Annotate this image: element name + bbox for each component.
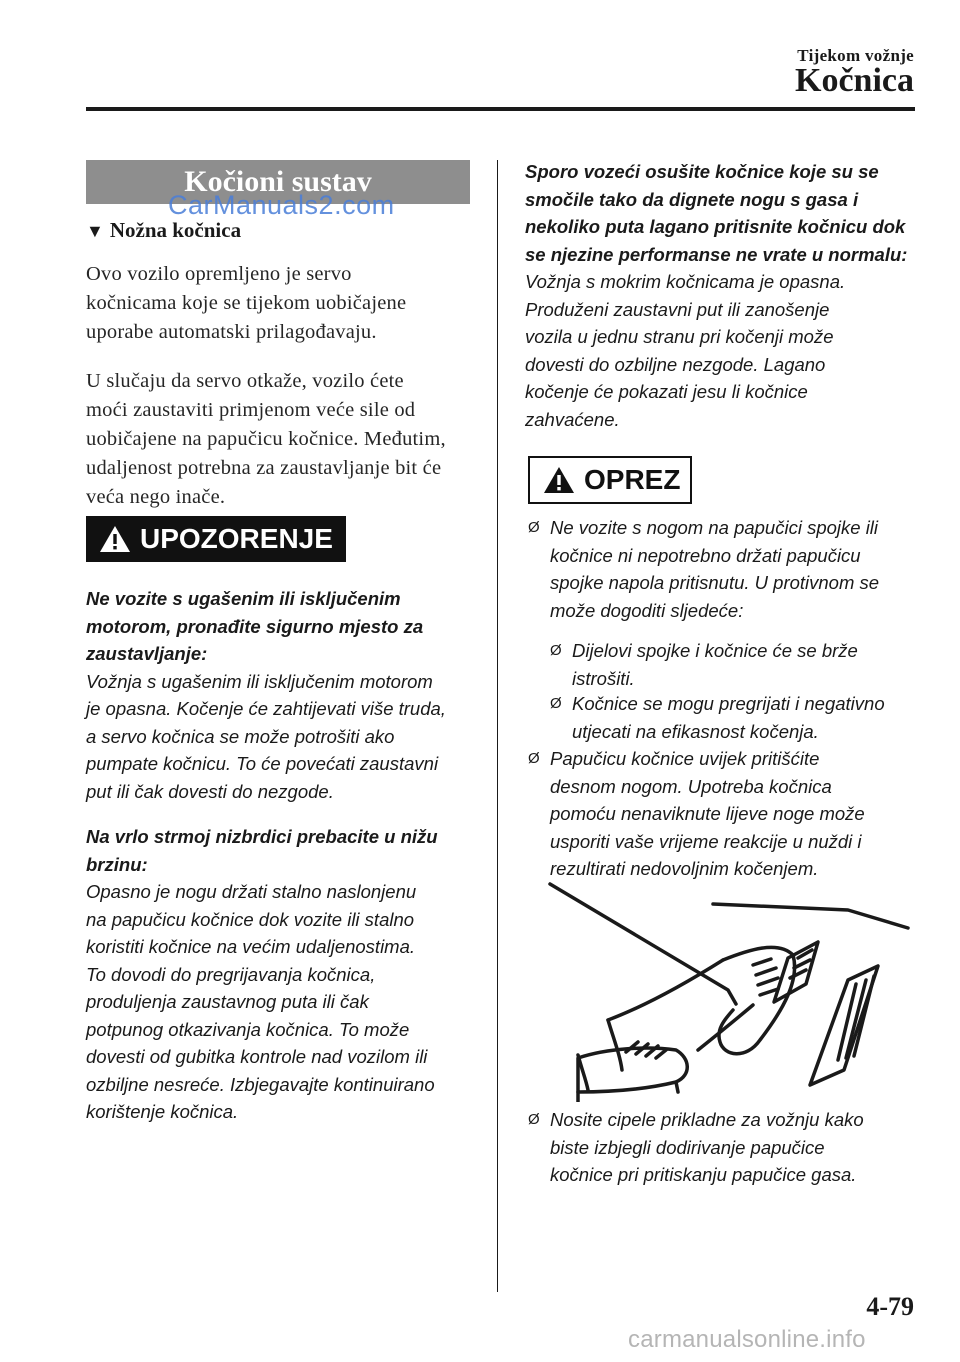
text-line: korištenje kočnica. — [86, 1101, 239, 1122]
text-line: kočnice ni nepotrebno držati papučicu — [550, 544, 861, 566]
text-line: dovesti od gubitka kontrole nad vozilom ili — [86, 1046, 428, 1067]
text-line: može dogoditi sljedeće: — [550, 599, 744, 621]
text-line: Dijelovi spojke i kočnice će se brže — [572, 640, 858, 661]
text-line: kočnice pri pritiskanju papučice gasa. — [550, 1164, 857, 1185]
text-line: spojke napola pritisnutu. U protivnom se — [550, 572, 880, 593]
text-line: ozbiljne nesreće. Izbjegavajte kontinuirano — [86, 1073, 435, 1095]
text-line: potpunog otkazivanja kočnica. To može — [86, 1018, 410, 1040]
text-line: moći zaustaviti primjenom veće sile od — [86, 399, 416, 421]
text-line: pumpate kočnicu. To će povećati zaustavni — [86, 753, 439, 774]
warning-item-downhill — [86, 823, 438, 1126]
bullet-arrow-icon: Ø — [528, 750, 540, 767]
text-line: U slučaju da servo otkaže, vozilo ćete — [86, 370, 404, 392]
warning-title-line: brzinu: — [86, 853, 148, 875]
text-line: Nosite cipele prikladne za vožnju kako — [550, 1109, 864, 1130]
page-number: 4-79 — [866, 1292, 914, 1321]
text-line: vozila u jednu stranu pri kočenji može — [525, 326, 834, 347]
caution-bullet-clutch — [528, 514, 879, 624]
running-header-title: Kočnica — [795, 62, 914, 99]
text-line: uporabe automatski prilagođavaju. — [86, 321, 377, 343]
text-line: koristiti kočnice na većim udaljenostima. — [86, 936, 416, 957]
caution-bullet-shoes — [528, 1106, 864, 1189]
watermark-carmanuals2: CarManuals2.com — [168, 190, 395, 220]
header-rule — [86, 107, 915, 111]
paragraph-intro — [86, 260, 486, 347]
text-line: Opasno je nogu držati stalno naslonjenu — [86, 881, 417, 902]
bullet-arrow-icon: Ø — [528, 519, 540, 536]
text-line: Produženi zaustavni put ili zanošenje — [525, 298, 830, 320]
warning-item-wet-brakes — [525, 158, 907, 433]
text-line: produljenja zaustavnog puta ili čak — [86, 991, 369, 1012]
warning-title-line: Na vrlo strmoj nizbrdici prebacite u nižu — [86, 826, 438, 847]
caution-subbullet-overheat — [550, 690, 885, 745]
text-line: kočnicama koje se tijekom uobičajene — [86, 292, 407, 314]
bullet-arrow-icon: Ø — [550, 695, 562, 712]
text-line: To dovodi do pregrijavanja kočnica, — [86, 963, 376, 985]
text-line: Papučicu kočnice uvijek pritišćite — [550, 748, 820, 769]
warning-box — [86, 516, 346, 562]
watermark-carmanualsonline: carmanualsonline.info — [628, 1326, 866, 1353]
text-line: usporiti vaše vrijeme reakcije u nuždi i — [550, 830, 862, 852]
caution-bullet-right-foot — [528, 745, 865, 883]
caution-triangle-icon — [542, 465, 576, 495]
text-line: Vožnja s mokrim kočnicama je opasna. — [525, 271, 846, 292]
text-line: je opasna. Kočenje će zahtijevati više truda, — [86, 698, 446, 719]
text-line: Kočnice se mogu pregrijati i negativno — [572, 693, 885, 714]
warning-title-line: se njezine performanse ne vrate u normalu: — [525, 243, 908, 265]
caution-subbullet-wear — [550, 637, 858, 692]
text-line: uobičajene na papučicu kočnice. Međutim, — [86, 428, 446, 450]
text-line: zahvaćene. — [525, 408, 620, 430]
text-line: desnom nogom. Upotreba kočnica — [550, 775, 832, 797]
warning-title-line: Sporo vozeći osušite kočnice koje su se — [525, 161, 879, 182]
text-line: veća nego inače. — [86, 486, 226, 508]
text-line: istrošiti. — [572, 667, 635, 689]
text-line: biste izbjegli dodirivanje papučice — [550, 1136, 825, 1158]
warning-title-line: Ne vozite s ugašenim ili isključenim — [86, 588, 401, 609]
text-line: Ovo vozilo opremljeno je servo — [86, 263, 352, 285]
text-line: kočenje će pokazati jesu li kočnice — [525, 381, 808, 402]
subheading — [86, 218, 241, 243]
warning-label: UPOZORENJE — [140, 523, 333, 554]
text-line: utjecati na efikasnost kočenja. — [572, 720, 819, 742]
warning-title-line: zaustavljanje: — [86, 643, 208, 664]
subheading-text: Nožna kočnica — [109, 218, 242, 242]
running-header-section: Tijekom vožnje — [797, 46, 914, 65]
warning-title-line: motorom, pronađite sigurno mjesto za — [86, 615, 424, 637]
bullet-arrow-icon: Ø — [528, 1111, 540, 1128]
pedal-illustration — [548, 880, 918, 1102]
text-line: a servo kočnica se može potrošiti ako — [86, 725, 395, 747]
text-line: pomoću nenaviknute lijeve noge može — [550, 803, 865, 824]
text-line: dovesti do ozbiljne nezgode. Lagano — [525, 353, 826, 375]
text-line: Ne vozite s nogom na papučici spojke ili — [550, 517, 879, 538]
warning-item-engine-off — [86, 585, 446, 805]
column-divider — [497, 160, 498, 1292]
text-line: rezultirati nedovoljnim kočenjem. — [550, 858, 819, 879]
paragraph-servo-failure — [86, 367, 486, 512]
text-line: Vožnja s ugašenim ili isključenim motorom — [86, 670, 433, 692]
section-banner: Kočioni sustav — [86, 160, 470, 204]
triangle-down-icon: ▼ — [86, 221, 104, 241]
warning-triangle-icon — [98, 524, 132, 554]
text-line: put ili čak dovesti do nezgode. — [86, 780, 334, 802]
warning-title-line: smočile tako da dignete nogu s gasa i — [525, 188, 859, 210]
text-line: udaljenost potrebna za zaustavljanje bit će — [86, 457, 442, 479]
caution-label: OPREZ — [584, 464, 681, 495]
warning-title-line: nekoliko puta lagano pritisnite kočnicu dok — [525, 216, 906, 237]
caution-box — [528, 456, 692, 504]
text-line: na papučicu kočnice dok vozite ili stalno — [86, 908, 415, 930]
bullet-arrow-icon: Ø — [550, 642, 562, 659]
